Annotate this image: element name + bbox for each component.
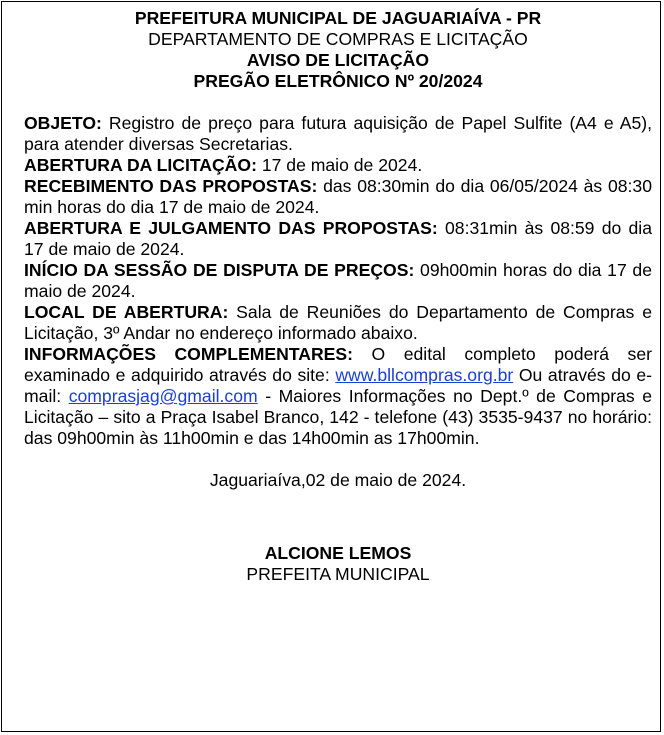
section-abertura [24,155,652,176]
notice-header [24,8,652,92]
section-objeto-label: OBJETO: [24,113,102,133]
municipality-title: PREFEITURA MUNICIPAL DE JAGUARIAÍVA - PR [134,8,542,28]
section-local [24,302,652,344]
notice-title: AVISO DE LICITAÇÃO [246,50,430,70]
section-recebimento-label: RECEBIMENTO DAS PROPOSTAS: [24,176,318,196]
section-objeto [24,113,652,155]
section-informacoes [24,344,652,449]
document-frame [1,1,661,732]
section-inicio-label: INÍCIO DA SESSÃO DE DISPUTA DE PREÇOS: [24,260,415,280]
section-abertura-label: ABERTURA DA LICITAÇÃO: [24,155,257,175]
section-objeto-text: Registro de preço para futura aquisição de Papel Sulfite (A4 e A5), para atender diversas Secretarias. [24,113,652,154]
section-informacoes-label: INFORMAÇÕES COMPLEMENTARES: [24,344,354,364]
site-link[interactable]: www.bllcompras.org.br [335,365,514,385]
department-title: DEPARTAMENTO DE COMPRAS E LICITAÇÃO [148,29,528,49]
section-abertura-text: 17 de maio de 2024. [256,155,423,175]
section-informacoes-text3: - Maiores Informações no Dept.º de Compras e Licitação – sito a Praça Isabel Branco, 142 - telefone (43) 3535-9437 no horário: das 09h00min às 11h00min e das 14h00min as 17h00min. [24,386,652,448]
section-recebimento-text: das 08:30min do dia 06/05/2024 às 08:30 min horas do dia 17 de maio de 2024. [24,176,652,217]
section-julgamento-text: 08:31min às 08:59 do dia 17 de maio de 2024. [24,218,652,259]
signature-block [24,543,652,585]
notice-body [24,113,652,449]
notice-document [24,8,652,585]
dateline: Jaguariaíva,02 de maio de 2024. [209,470,467,490]
auction-number: PREGÃO ELETRÔNICO Nº 20/2024 [193,71,483,91]
section-inicio [24,260,652,302]
section-local-text: Sala de Reuniões do Departamento de Compras e Licitação, 3º Andar no endereço informado abaixo. [24,302,652,343]
section-informacoes-text1: O edital completo poderá ser examinado e adquirido através do site: [24,344,652,385]
email-link[interactable]: comprasjag@gmail.com [68,386,258,406]
signer-name: ALCIONE LEMOS [264,543,412,563]
section-inicio-text: 09h00min horas do dia 17 de maio de 2024. [24,260,652,301]
section-julgamento-label: ABERTURA E JULGAMENTO DAS PROPOSTAS: [24,218,438,238]
section-informacoes-text2: Ou através do e-mail: [24,365,652,406]
section-recebimento [24,176,652,218]
section-julgamento [24,218,652,260]
signer-title: PREFEITA MUNICIPAL [246,564,430,584]
section-local-label: LOCAL DE ABERTURA: [24,302,229,322]
